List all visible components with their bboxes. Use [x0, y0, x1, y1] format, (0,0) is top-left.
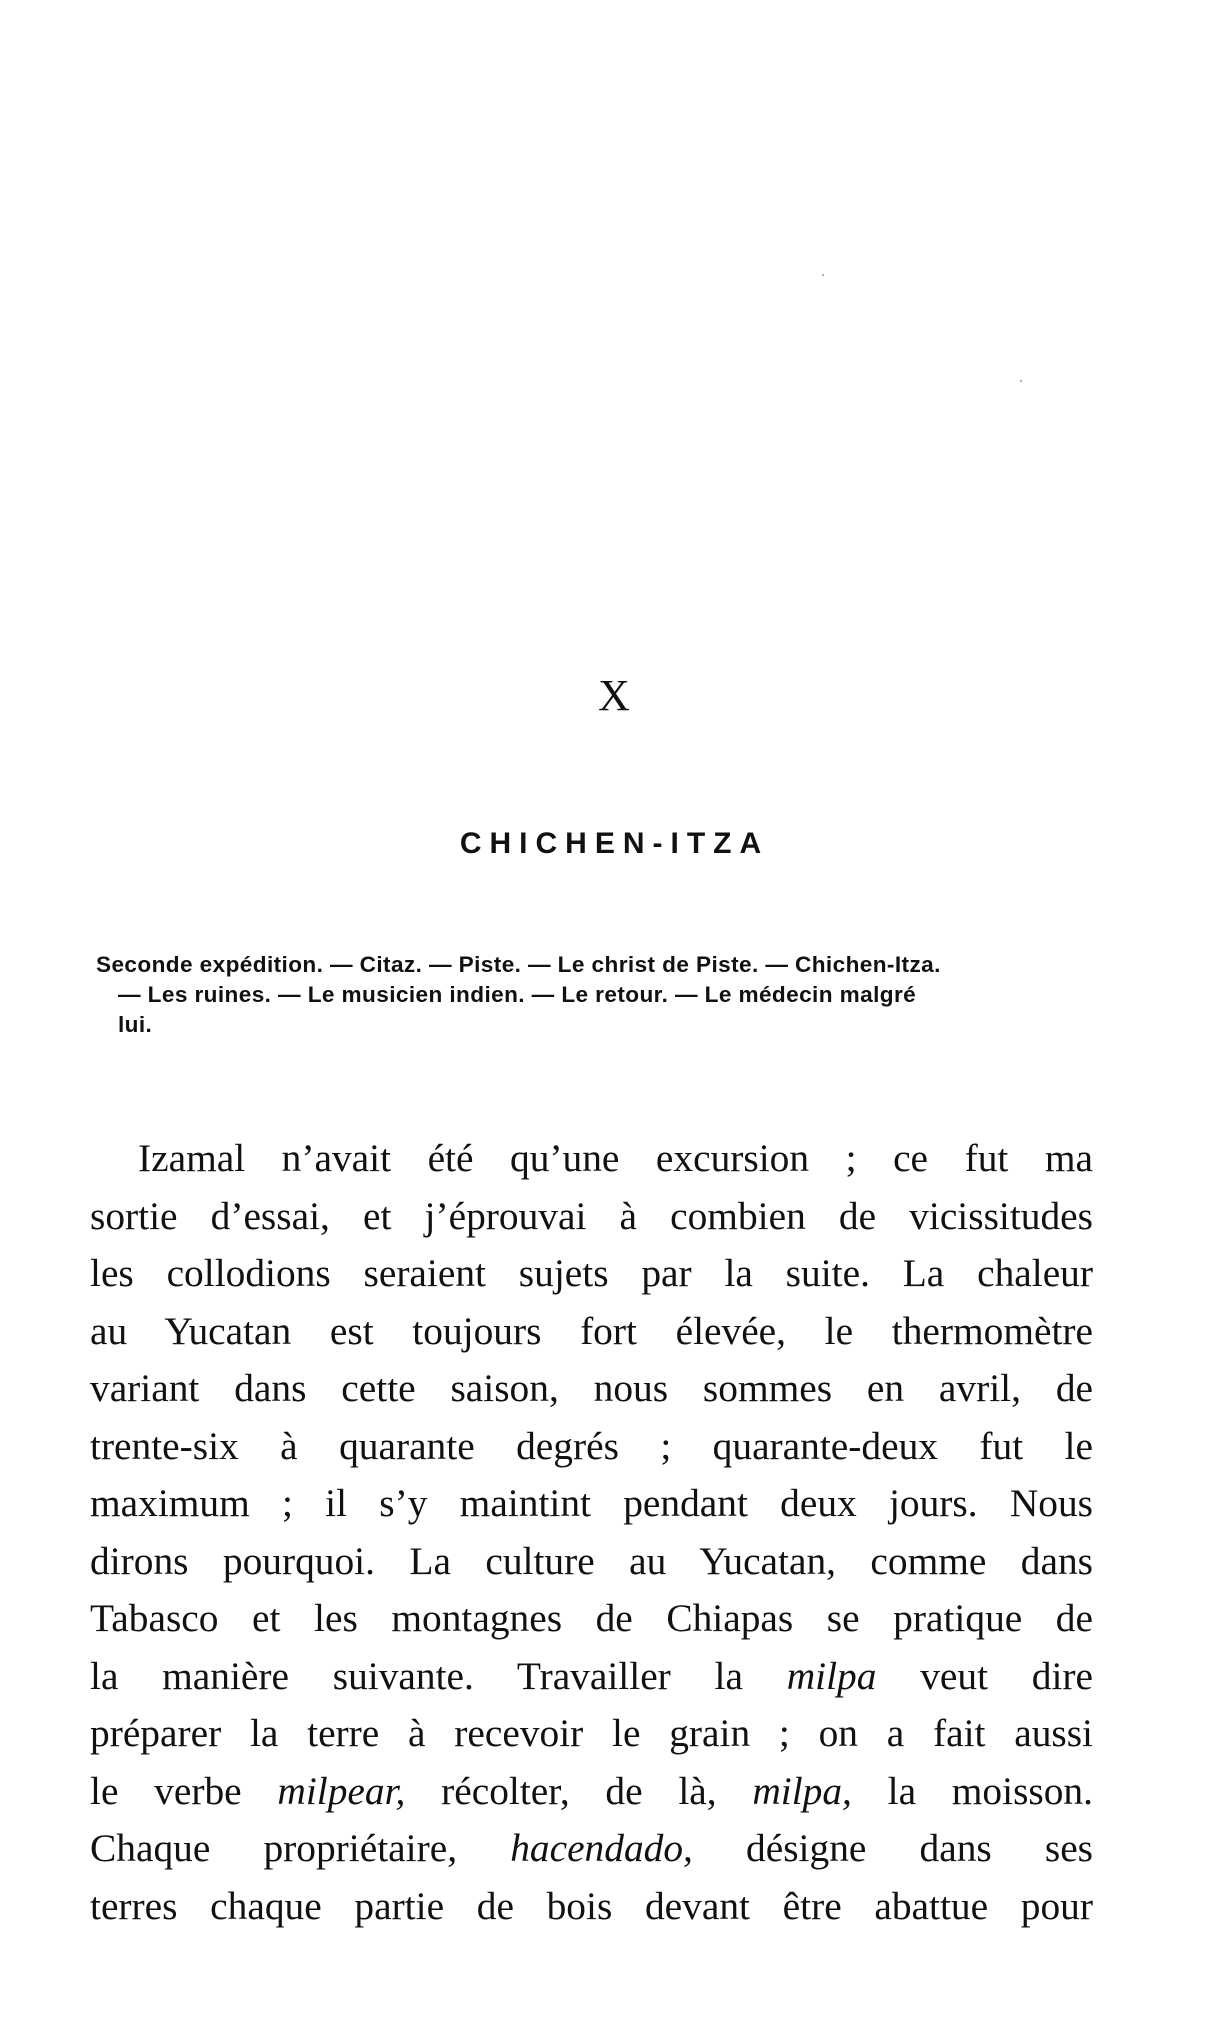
text-line: [90, 1648, 1093, 1706]
text-line: [90, 1820, 1093, 1878]
chapter-number: X: [598, 671, 631, 720]
italic-term: hacendado,: [510, 1826, 693, 1870]
text-segment: désigne dans ses: [746, 1826, 1094, 1870]
text-line: Izamal n’avait été qu’une excursion ; ce fut ma: [138, 1136, 1093, 1180]
text-line: sortie d’essai, et j’éprouvai à combien de vicissitudes: [90, 1193, 1093, 1238]
text-segment: Chaque propriétaire,: [90, 1826, 458, 1870]
body-paragraph: [90, 1130, 1093, 1935]
print-speck: [1020, 380, 1022, 382]
text-line: maximum ; il s’y maintint pendant deux jours. Nous: [90, 1481, 1093, 1525]
italic-term: milpa,: [752, 1768, 852, 1813]
text-segment: la manière suivante. Travailler la: [90, 1653, 743, 1698]
text-line: préparer la terre à recevoir le grain ; on a fait aussi: [90, 1711, 1093, 1755]
text-line: trente-six à quarante degrés ; quarante-deux fut le: [90, 1423, 1093, 1468]
italic-term: milpa: [786, 1653, 877, 1698]
italic-term: milpear,: [277, 1768, 406, 1813]
text-line: [90, 1763, 1093, 1821]
text-line: Tabasco et les montagnes de Chiapas se pratique de: [90, 1596, 1093, 1640]
chapter-title: CHICHEN-ITZA: [459, 827, 770, 860]
text-line: dirons pourquoi. La culture au Yucatan, comme dans: [90, 1538, 1093, 1583]
text-segment: veut dire: [920, 1653, 1094, 1698]
summary-line: — Les ruines. — Le musicien indien. — Le retour. — Le médecin malgré: [118, 982, 917, 1007]
text-segment: récolter, de là,: [441, 1768, 717, 1813]
chapter-summary: [96, 950, 1086, 1040]
text-line: les collodions seraient sujets par la suite. La chaleur: [90, 1251, 1093, 1295]
text-segment: la moisson.: [887, 1768, 1093, 1813]
text-line: au Yucatan est toujours fort élevée, le thermomètre: [90, 1308, 1093, 1353]
summary-line: Seconde expédition. — Citaz. — Piste. — Le christ de Piste. — Chichen-Itza.: [96, 952, 941, 977]
print-speck: [822, 274, 824, 276]
text-line: variant dans cette saison, nous sommes en avril, de: [90, 1366, 1093, 1410]
summary-line: lui.: [118, 1012, 153, 1037]
text-segment: le verbe: [90, 1768, 242, 1813]
text-line: terres chaque partie de bois devant être abattue pour: [90, 1883, 1093, 1928]
